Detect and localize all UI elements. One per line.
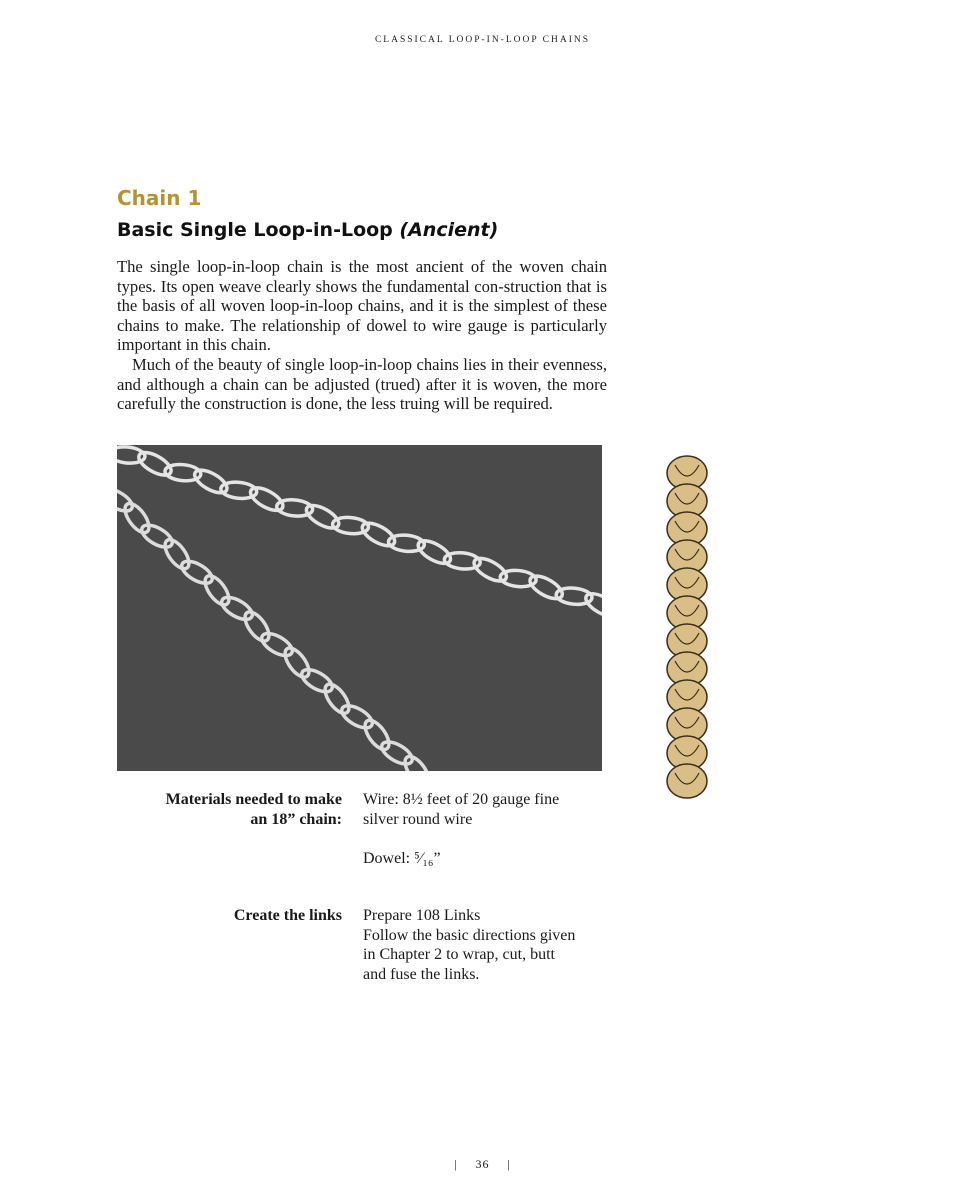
illustration-link — [667, 764, 707, 798]
wire-line: Wire: 8½ feet of 20 gauge fine — [363, 791, 560, 808]
dowel-line: Dowel: ⁵⁄₁₆” — [363, 849, 441, 867]
links-line: in Chapter 2 to wrap, cut, butt — [363, 946, 555, 963]
links-line: Follow the basic directions given — [363, 926, 576, 944]
chain-photo-image — [117, 445, 602, 771]
page-footer: | 36 | — [454, 1157, 511, 1171]
chain-link — [121, 500, 154, 537]
links-values — [363, 906, 613, 984]
materials-values — [363, 790, 613, 868]
materials-label-line: Materials needed to make — [165, 791, 342, 808]
chain-link — [298, 665, 335, 696]
wire-line: silver round wire — [363, 810, 473, 828]
chain-link — [138, 521, 175, 552]
chain-link — [281, 644, 314, 681]
chain-link — [378, 737, 415, 768]
links-label: Create the links — [233, 907, 342, 924]
title-text: Basic Single Loop-in-Loop — [117, 219, 393, 241]
chain-title — [117, 219, 498, 241]
links-line: Prepare 108 Links — [363, 907, 481, 924]
chain-link — [241, 608, 274, 645]
paragraph: The single loop-in-loop chain is the most ancient of the woven chain types. Its open weave clearly shows the fundamental con-struction that is the basis of all woven loop-in-loop chains, and it is the simplest of these chains to make. The relationship of dowel to wire gauge is particularly important in this chain. — [117, 257, 607, 355]
materials-label-line: an 18” chain: — [250, 810, 342, 828]
materials-label — [166, 790, 342, 829]
chain-link — [401, 753, 434, 771]
title-note: (Ancient) — [399, 219, 499, 241]
running-head — [0, 35, 965, 45]
running-head-text: CLASSICAL LOOP-IN-LOOP CHAINS — [374, 35, 591, 45]
chain-link — [258, 629, 295, 660]
chain-link — [361, 716, 394, 753]
links-line: and fuse the links. — [363, 965, 480, 983]
chain-link — [338, 701, 375, 732]
chain-link — [161, 536, 194, 573]
chain-link — [218, 593, 255, 624]
chain-link — [201, 572, 234, 609]
page-number: 36 — [475, 1157, 490, 1171]
paragraph: Much of the beauty of single loop-in-loop chains lies in their evenness, and although a chain can be adjusted (trued) after it is woven, the more carefully the construction is done, the less truing will be required. — [117, 354, 607, 414]
chain-illustration — [655, 455, 720, 825]
body-text — [117, 257, 607, 414]
chain-photo — [117, 445, 602, 771]
chain-illustration-image — [655, 455, 720, 825]
chain-link — [321, 680, 354, 717]
chain-link — [178, 557, 215, 588]
chain-number: Chain 1 — [117, 186, 202, 210]
